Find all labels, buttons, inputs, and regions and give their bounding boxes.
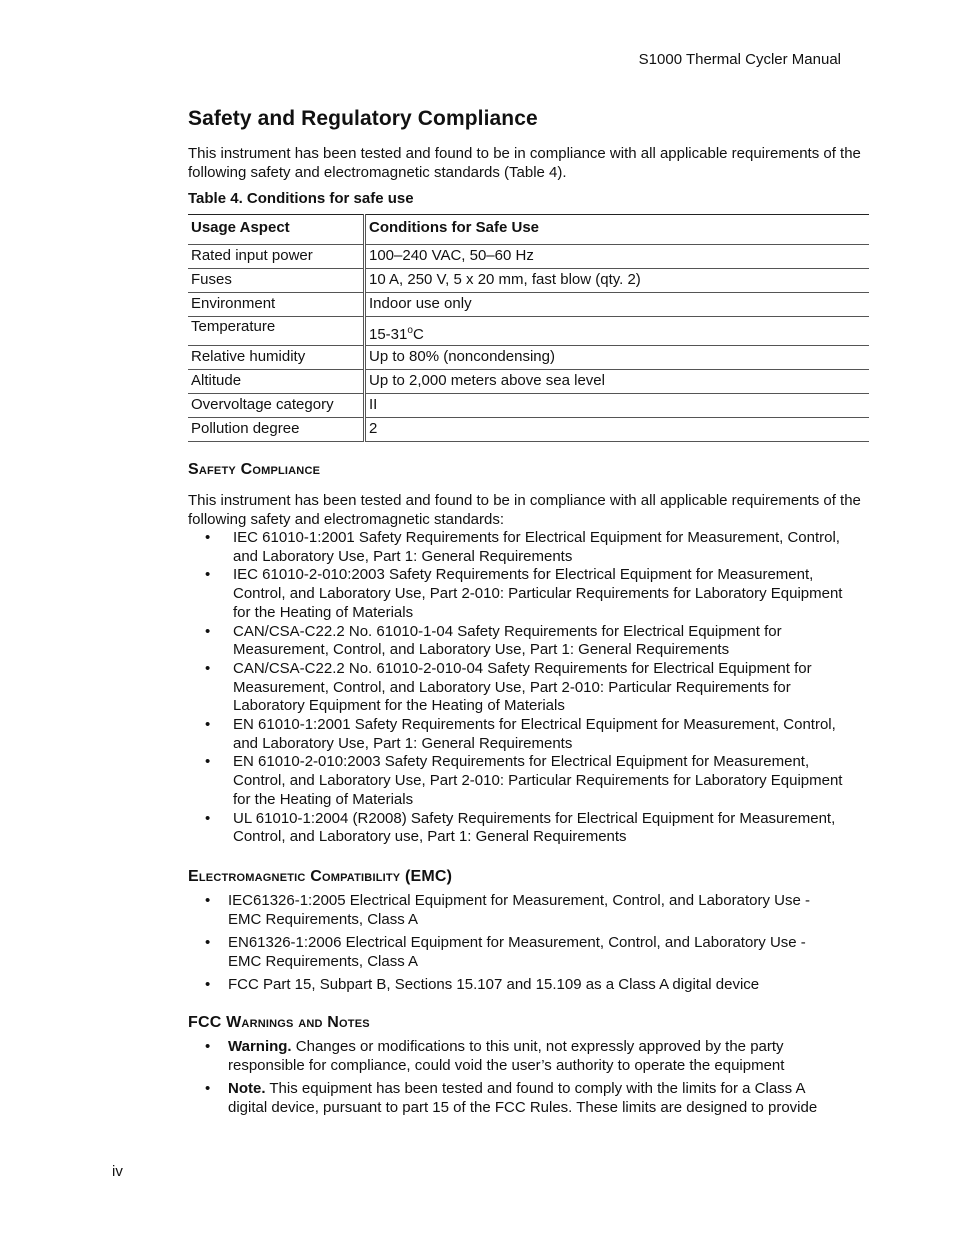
table-row: [188, 418, 869, 442]
table-cell: Pollution degree: [188, 418, 365, 442]
table-cell: Temperature: [188, 317, 365, 346]
table-row: [188, 346, 869, 370]
intro-paragraph: This instrument has been tested and found to be in compliance with all applicable requirements of the following safety and electromagnetic standards (Table 4).: [188, 145, 861, 181]
warning-text: Changes or modifications to this unit, not expressly approved by the party responsible for compliance, could void the user’s authority to operate the equipment: [228, 1037, 785, 1074]
table-row: [188, 370, 869, 394]
list-item: [188, 1079, 848, 1117]
bullet: •: [205, 659, 211, 677]
bullet: •: [205, 529, 211, 546]
fcc-heading: FCC Warnings and Notes: [188, 1013, 370, 1031]
bullet: •: [205, 933, 211, 951]
emc-standards-list: [188, 891, 870, 994]
page-number: iv: [112, 1163, 123, 1180]
bullet: •: [205, 1079, 211, 1097]
table-cell: Up to 80% (noncondensing): [369, 348, 555, 365]
table-row: [188, 245, 869, 269]
list-item: [188, 529, 863, 566]
list-item-text: CAN/CSA-C22.2 No. 61010-2-010-04 Safety Requirements for Electrical Equipment for Measurement, Control, and Laboratory Use, Part 2-010: Particular Requirements for Laboratory Equipment for the Heating of Materials: [233, 659, 812, 715]
bullet: •: [205, 809, 211, 827]
running-header: S1000 Thermal Cycler Manual: [638, 51, 841, 68]
degree-symbol: o: [407, 325, 413, 336]
list-item-text: CAN/CSA-C22.2 No. 61010-1-04 Safety Requirements for Electrical Equipment for Measurement, Control, and Laboratory Use, Part 1: General Requirements: [233, 622, 782, 659]
table-cell: Environment: [188, 293, 365, 317]
list-item: [188, 716, 863, 753]
list-item-text: IEC 61010-1:2001 Safety Requirements for Electrical Equipment for Measurement, Control, and Laboratory Use, Part 1: General Requirements: [233, 529, 840, 565]
page-content: [188, 104, 870, 1121]
table-header-row: [188, 215, 869, 245]
page-title: Safety and Regulatory Compliance: [188, 107, 538, 130]
table-cell: Relative humidity: [188, 346, 365, 370]
table-row: [188, 293, 869, 317]
bullet: •: [205, 566, 211, 584]
table-cell: Up to 2,000 meters above sea level: [369, 372, 605, 389]
list-item-text: EN61326-1:2006 Electrical Equipment for Measurement, Control, and Laboratory Use - EMC Requirements, Class A: [228, 933, 806, 970]
list-item: [188, 660, 863, 716]
fcc-notes-list: [188, 1037, 870, 1117]
note-label: Note.: [228, 1079, 266, 1097]
emc-heading: Electromagnetic Compatibility (EMC): [188, 867, 453, 885]
table-row: [188, 394, 869, 418]
table-row: [188, 269, 869, 293]
table-cell: II: [369, 396, 378, 413]
temperature-range: 15-31: [369, 326, 408, 343]
table-cell: Indoor use only: [369, 295, 472, 312]
list-item: [188, 891, 828, 929]
table-cell: Fuses: [188, 269, 365, 293]
table-cell: 10 A, 250 V, 5 x 20 mm, fast blow (qty. 2): [369, 271, 641, 288]
safety-standards-list: [188, 529, 870, 847]
bullet: •: [205, 753, 211, 771]
list-item-text: UL 61010-1:2004 (R2008) Safety Requirements for Electrical Equipment for Measurement, Control, and Laboratory use, Part 1: General Requirements: [233, 809, 836, 846]
list-item: [188, 975, 828, 994]
bullet: •: [205, 891, 211, 909]
table-cell: 2: [369, 420, 378, 437]
list-item: [188, 753, 863, 809]
list-item-text: EN 61010-1:2001 Safety Requirements for Electrical Equipment for Measurement, Control, and Laboratory Use, Part 1: General Requirements: [233, 716, 836, 752]
table-cell: [365, 317, 870, 346]
list-item-text: FCC Part 15, Subpart B, Sections 15.107 and 15.109 as a Class A digital device: [228, 975, 760, 993]
column-header: Usage Aspect: [188, 215, 365, 245]
list-item-text: IEC61326-1:2005 Electrical Equipment for Measurement, Control, and Laboratory Use - EMC Requirements, Class A: [228, 891, 810, 928]
table-cell: Rated input power: [188, 245, 365, 269]
table-row: [188, 317, 869, 346]
table-cell: 100–240 VAC, 50–60 Hz: [369, 247, 534, 264]
bullet: •: [205, 975, 211, 993]
temperature-unit: C: [412, 326, 424, 343]
list-item-text: IEC 61010-2-010:2003 Safety Requirements for Electrical Equipment for Measurement, Control, and Laboratory Use, Part 2-010: Particular Requirements for Laboratory Equipment for the Heating of Materials: [233, 566, 843, 621]
bullet: •: [205, 622, 211, 640]
safe-use-table: [188, 214, 869, 442]
list-item: [188, 810, 863, 847]
safety-compliance-heading: Safety Compliance: [188, 461, 321, 478]
safety-intro-paragraph: This instrument has been tested and found to be in compliance with all applicable requirements of the following safety and electromagnetic standards:: [188, 492, 861, 528]
list-item: [188, 566, 863, 622]
column-header: Conditions for Safe Use: [369, 219, 540, 236]
list-item: [188, 623, 863, 660]
list-item: [188, 933, 828, 971]
warning-label: Warning.: [228, 1037, 292, 1055]
list-item: [188, 1037, 848, 1075]
note-text: This equipment has been tested and found to comply with the limits for a Class A digital device, pursuant to part 15 of the FCC Rules. These limits are designed to provide: [228, 1079, 818, 1116]
table-cell: Overvoltage category: [188, 394, 365, 418]
table-caption: Table 4. Conditions for safe use: [188, 190, 414, 207]
bullet: •: [205, 716, 211, 734]
table-cell: Altitude: [188, 370, 365, 394]
list-item-text: EN 61010-2-010:2003 Safety Requirements for Electrical Equipment for Measurement, Control, and Laboratory Use, Part 2-010: Particular Requirements for Laboratory Equipment for the Heating of Materials: [233, 753, 843, 808]
bullet: •: [205, 1037, 211, 1055]
